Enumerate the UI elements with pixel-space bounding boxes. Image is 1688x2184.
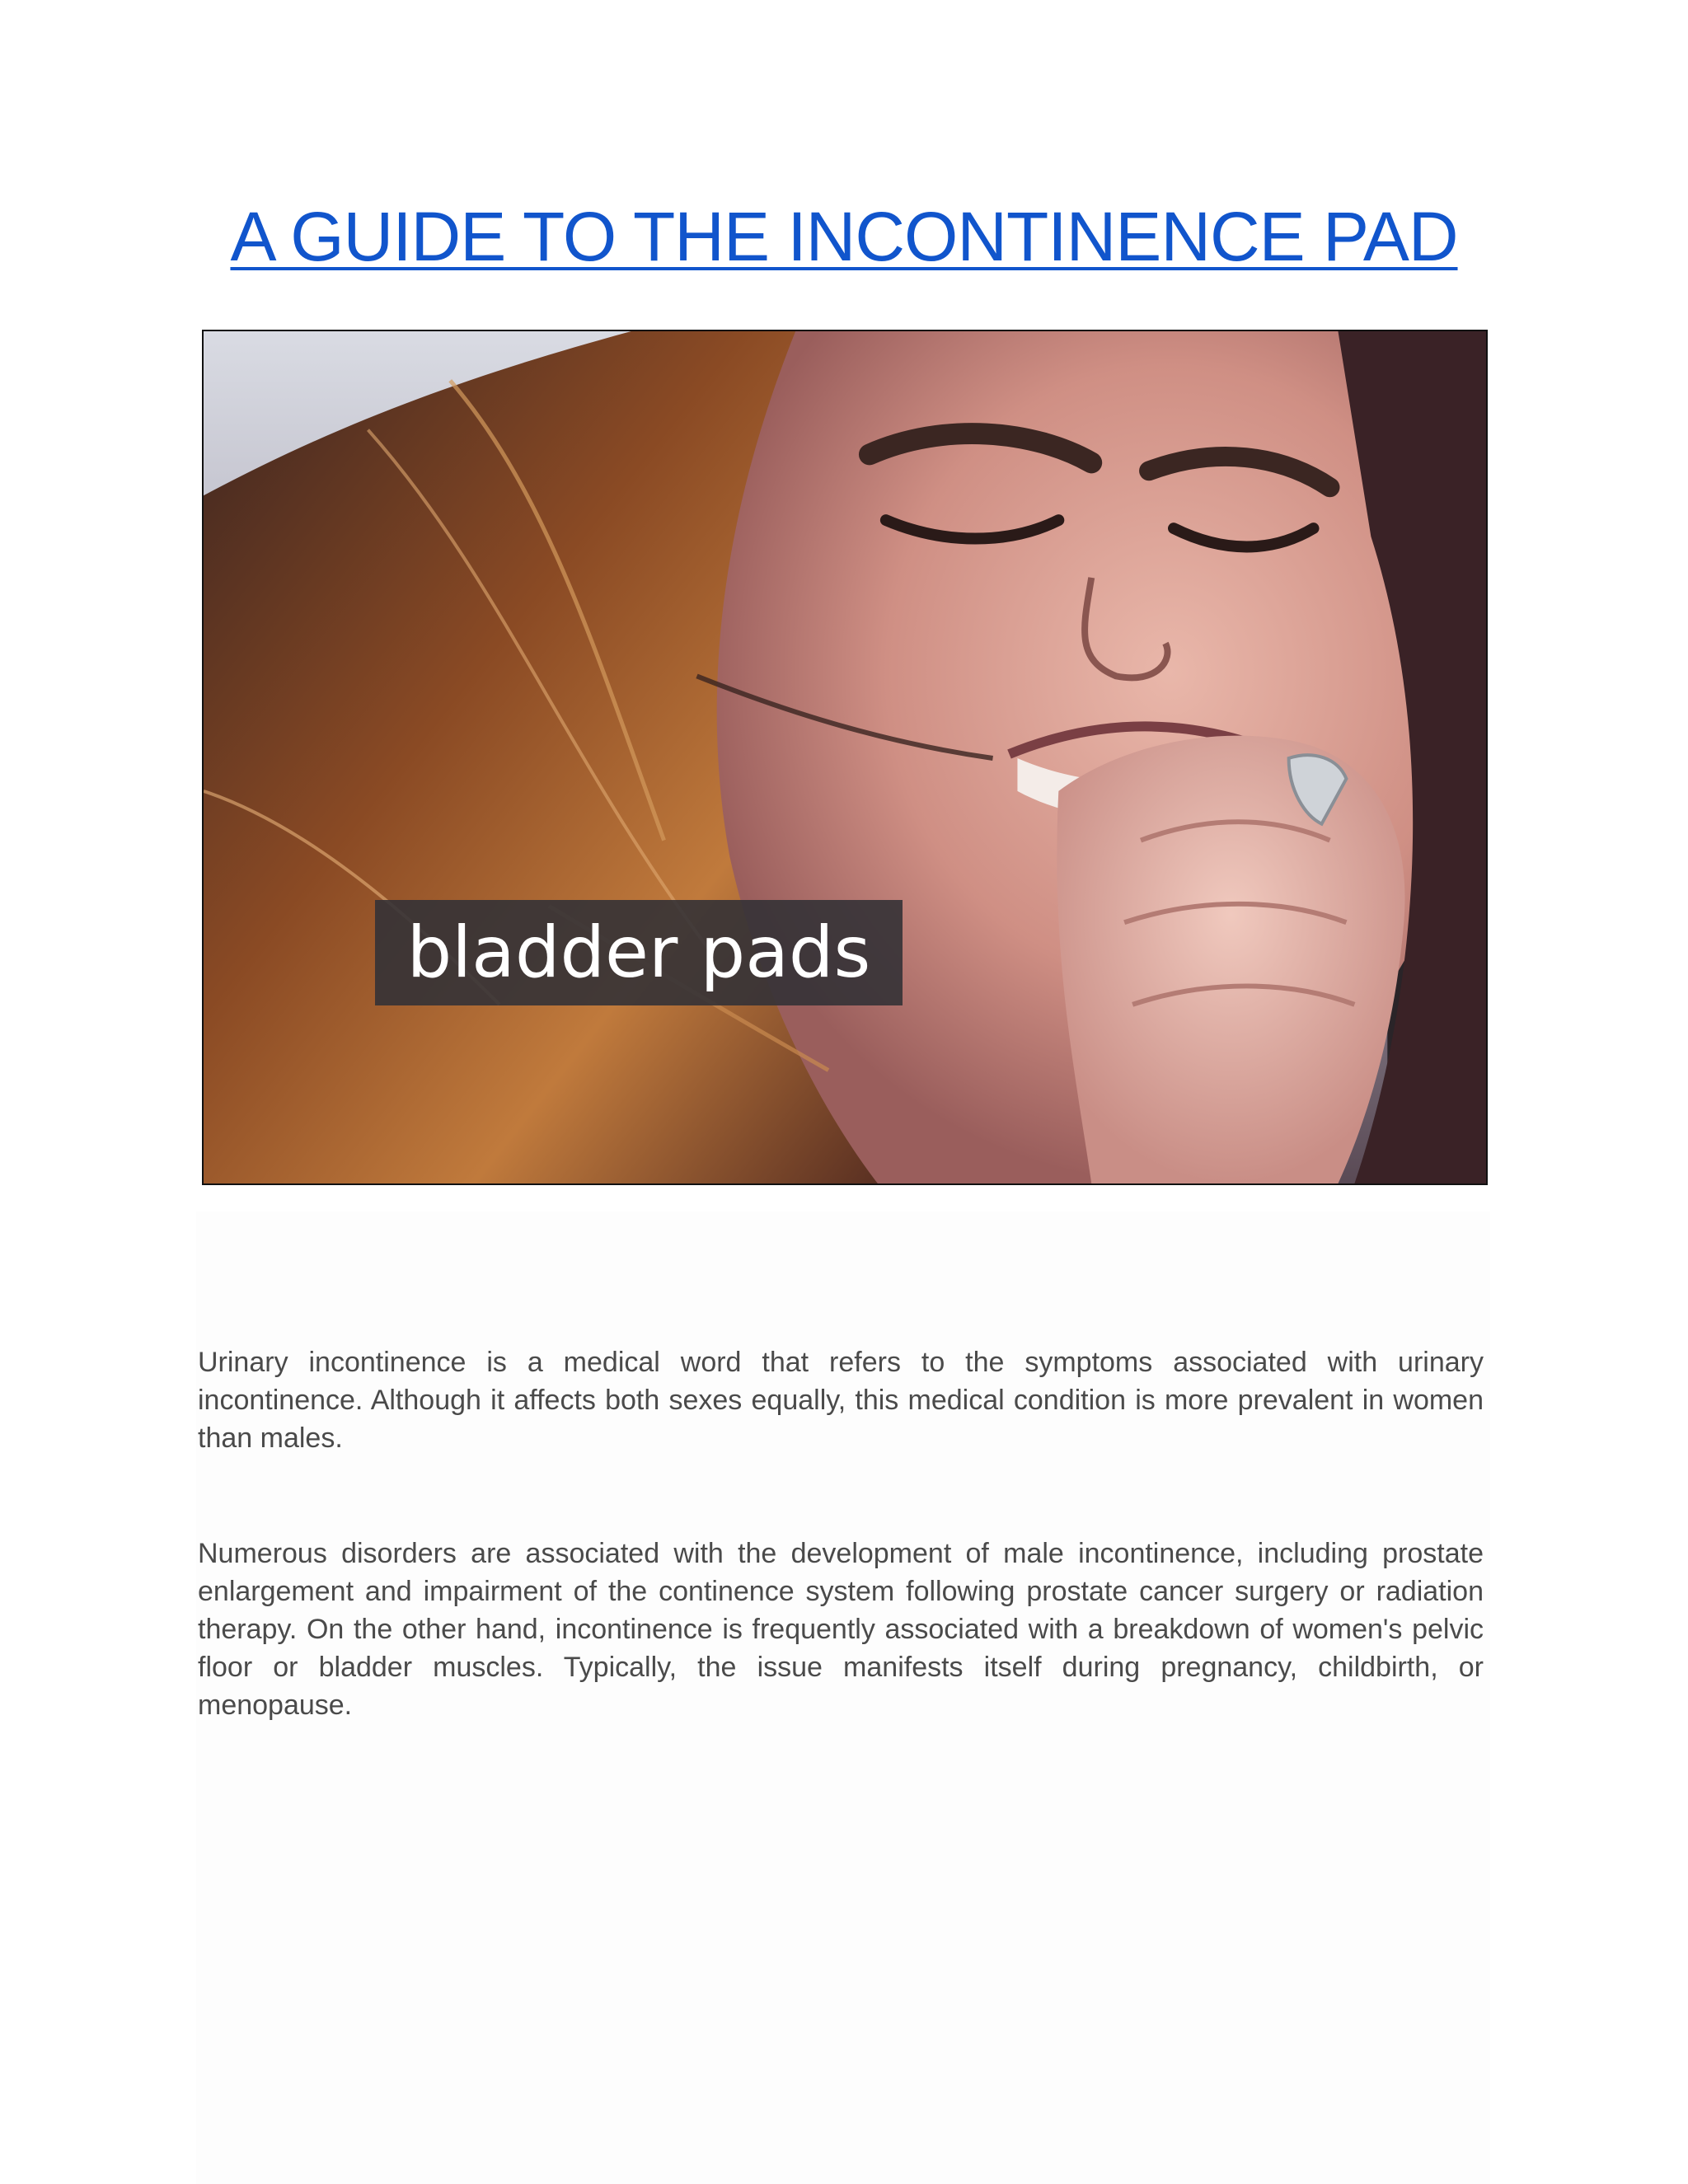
hero-image bbox=[202, 330, 1488, 1185]
hero-photo-illustration bbox=[204, 331, 1486, 1183]
image-caption-overlay: bladder pads bbox=[375, 900, 903, 1005]
paragraph-2: Numerous disorders are associated with the development of male incontinence, including prostate enlargement and impairment of the continence system following prostate cancer surgery or radiation therapy. On the other hand, incontinence is frequently associated with a breakdown of women's pelvic floor or bladder muscles. Typically, the issue manifests itself during pregnancy, childbirth, or menopause. bbox=[198, 1538, 1484, 1721]
page-title bbox=[0, 191, 1688, 282]
title-link[interactable]: A GUIDE TO THE INCONTINENCE PAD bbox=[230, 198, 1458, 275]
paragraph-1: Urinary incontinence is a medical word that refers to the symptoms associated with urinary incontinence. Although it affects both sexes equally, this medical condition is more prevalent in women than males. bbox=[198, 1347, 1484, 1454]
